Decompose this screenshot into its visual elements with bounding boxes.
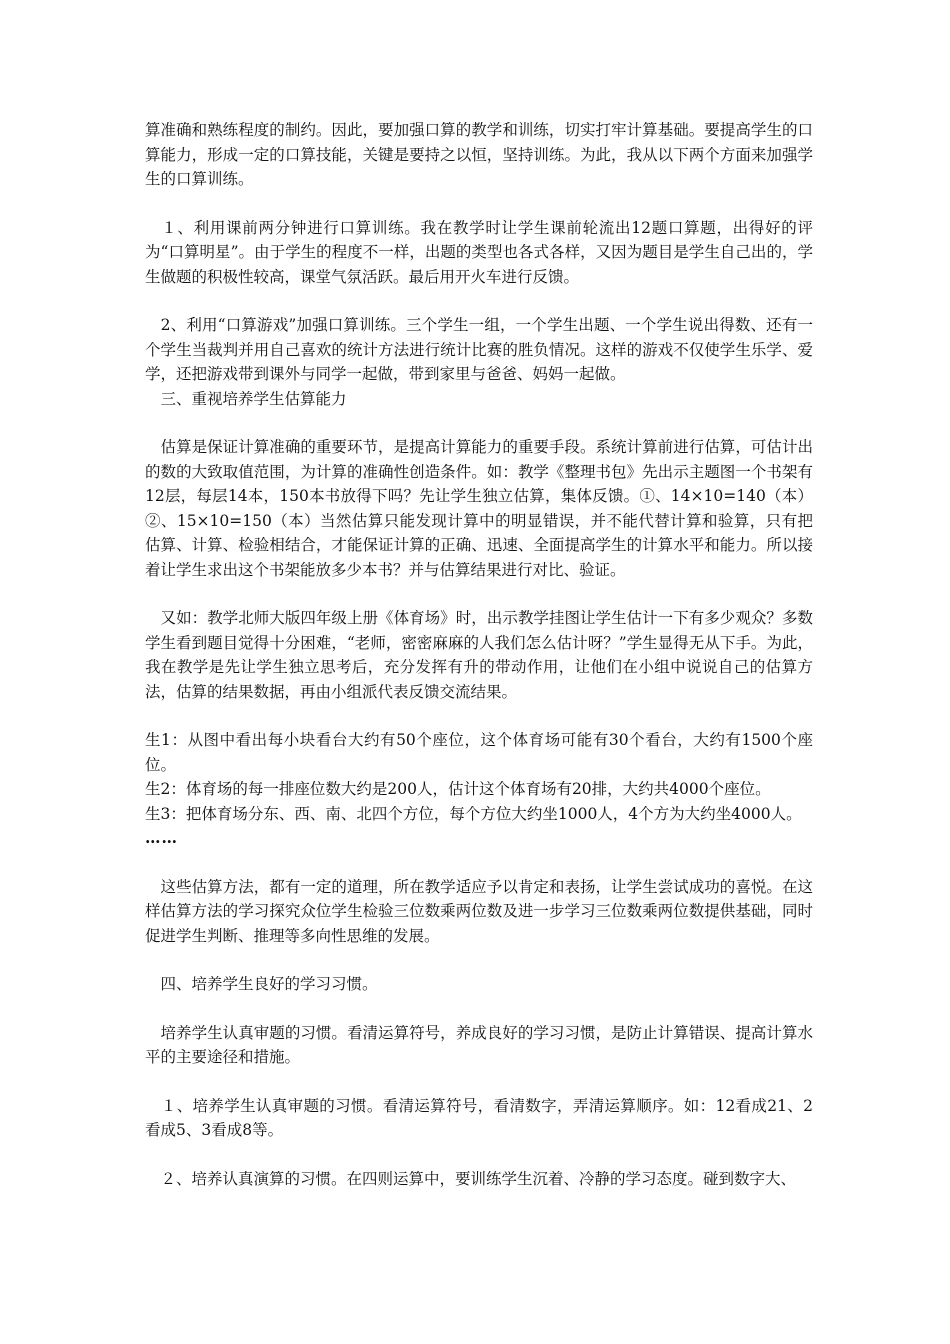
student-answer-1: 生1：从图中看出每小块看台大约有50个座位，这个体育场可能有30个看台，大约有1500个座位。 xyxy=(145,731,813,774)
paragraph-intro: 算准确和熟练程度的制约。因此，要加强口算的教学和训练，切实打牢计算基础。要提高学生的口算能力，形成一定的口算技能，关键是要持之以恒，坚持训练。为此，我从以下两个方面来加强学生的口算训练。 xyxy=(145,121,813,188)
paragraph-item-1: １、利用课前两分钟进行口算训练。我在教学时让学生课前轮流出12题口算题，出得好的评为“口算明星”。由于学生的程度不一样，出题的类型也各式各样，又因为题目是学生自己出的，学生做题的积极性较高，课堂气氛活跃。最后用开火车进行反馈。 xyxy=(145,218,813,286)
paragraph-summary: 这些估算方法，都有一定的道理，所在教学适应予以肯定和表扬，让学生尝试成功的喜悦。在这样估算方法的学习探究众位学生检验三位数乘两位数及进一步学习三位数乘两位数提供基础，同时促进学生判断、推理等多向性思维的发展。 xyxy=(145,877,813,945)
ellipsis: …… xyxy=(145,828,178,847)
paragraph-habit-1: １、培养学生认真审题的习惯。看清运算符号，看清数字，弄清运算顺序。如：12看成21、2看成5、3看成8等。 xyxy=(145,1096,813,1139)
document-page xyxy=(145,118,813,1191)
paragraph-habit-2: ２、培养认真演算的习惯。在四则运算中，要训练学生沉着、冷静的学习态度。碰到数字大、 xyxy=(145,1169,797,1188)
student-answer-2: 生2：体育场的每一排座位数大约是200人，估计这个体育场有20排，大约共4000个座位。 xyxy=(145,780,771,798)
paragraph-item-2: 2、利用“口算游戏”加强口算训练。三个学生一组，一个学生出题、一个学生说出得数、还有一个学生当裁判并用自己喜欢的统计方法进行统计比赛的胜负情况。这样的游戏不仅使学生乐学、爱学，还把游戏带到课外与同学一起做，带到家里与爸爸、妈妈一起做。 xyxy=(145,316,813,383)
section-heading-3: 三、重视培养学生估算能力 xyxy=(145,389,347,408)
paragraph-habits: 培养学生认真审题的习惯。看清运算符号，养成良好的学习习惯，是防止计算错误、提高计算水平的主要途径和措施。 xyxy=(145,1023,813,1066)
student-answer-3: 生3：把体育场分东、西、南、北四个方位，每个方位大约坐1000人，4个方为大约坐4000人。 xyxy=(145,804,802,823)
paragraph-stadium: 又如：教学北师大版四年级上册《体育场》时，出示教学挂图让学生估计一下有多少观众？多数学生看到题目觉得十分困难，“老师，密密麻麻的人我们怎么估计呀？”学生显得无从下手。为此，我在教学是先让学生独立思考后，充分发挥有升的带动作用，让他们在小组中说说自己的估算方法，估算的结果数据，再由小组派代表反馈交流结果。 xyxy=(145,609,813,701)
section-heading-4: 四、培养学生良好的学习习惯。 xyxy=(145,975,378,993)
paragraph-estimation: 估算是保证计算准确的重要环节，是提高计算能力的重要手段。系统计算前进行估算，可估计出的数的大致取值范围，为计算的准确性创造条件。如：教学《整理书包》先出示主题图一个书架有12层，每层14本，150本书放得下吗？先让学生独立估算，集体反馈。①、14×10=140（本）②、15×10=150（本）当然估算只能发现计算中的明显错误，并不能代替计算和验算，只有把估算、计算、检验相结合，才能保证计算的正确、迅速、全面提高学生的计算水平和能力。所以接着让学生求出这个书架能放多少本书？并与估算结果进行对比、验证。 xyxy=(145,438,813,579)
